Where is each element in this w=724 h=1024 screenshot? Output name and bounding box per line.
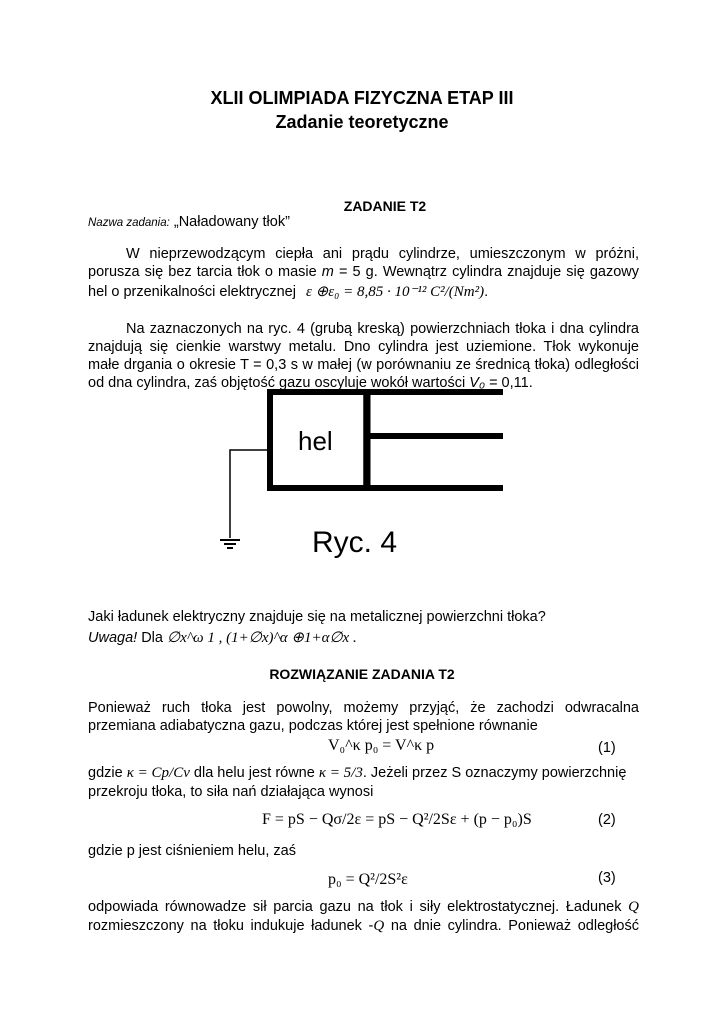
paragraph-2-line-2: znajdują się cienkie warstwy metalu. Dno cylindra jest uziemione. Tłok wykonuje: [88, 339, 639, 355]
paragraph-2-line-4: od dna cylindra, zaś objętość gazu oscyluje wokół wartości V₀ = 0,11.: [88, 375, 533, 391]
solution-line-2: przemiana adiabatyczna gazu, podczas której jest spełnione równanie: [88, 718, 538, 734]
paragraph-1-line-2: porusza się bez tarcia tłok o masie m = 5 g. Wewnątrz cylindra znajduje się gazowy: [88, 264, 639, 280]
equation-2-number: (2): [598, 812, 616, 828]
equation-3-number: (3): [598, 870, 616, 886]
paragraph-1-line-1: W nieprzewodzącym ciepła ani prądu cylindrze, umieszczonym w próżni,: [126, 246, 639, 262]
approximation-formula: ∅x^ω 1 , (1+∅x)^α ⊕1+α∅x .: [167, 630, 357, 646]
paragraph-2-line-1: Na zaznaczonych na ryc. 4 (grubą kreską) powierzchniach tłoka i dna cylindra: [126, 321, 639, 337]
task-name-label: Nazwa zadania:: [88, 217, 170, 229]
kappa-value: κ = 5/3: [318, 765, 363, 781]
paragraph-1-line-3: hel o przenikalności elektrycznej ε ⊕ε₀ = 8,85 · 10⁻¹² C²/(Nm²).: [88, 284, 489, 300]
equation-1: V₀^κ p₀ = V^κ p: [328, 737, 435, 754]
ground-wire: [230, 450, 267, 538]
question-text: Jaki ładunek elektryczny znajduje się na metalicznej powierzchni tłoka?: [88, 609, 546, 625]
document-subtitle: Zadanie teoretyczne: [275, 112, 449, 132]
solution-line-1: Ponieważ ruch tłoka jest powolny, możemy przyjąć, że zachodzi odwracalna: [88, 700, 639, 716]
permittivity-formula: ε ⊕ε₀ = 8,85 · 10⁻¹² C²/(Nm²): [305, 284, 485, 300]
equation-1-number: (1): [598, 740, 616, 756]
solution-line-5: gdzie p jest ciśnieniem helu, zaś: [88, 843, 296, 859]
solution-line-6: odpowiada równowadze sił parcia gazu na tłok i siły elektrostatycznej. Ładunek Q: [88, 899, 639, 915]
solution-line-7: rozmieszczony na tłoku indukuje ładunek -Q na dnie cylindra. Ponieważ odległość: [88, 918, 639, 934]
note-line: Uwaga! Dla ∅x^ω 1 , (1+∅x)^α ⊕1+α∅x .: [88, 630, 357, 646]
solution-line-3: gdzie κ = Cp/Cv dla helu jest równe κ = 5/3. Jeżeli przez S oznaczymy powierzchnię: [88, 765, 627, 781]
solution-heading: ROZWIĄZANIE ZADANIA T2: [269, 666, 455, 682]
note-label: Uwaga!: [88, 630, 138, 646]
paragraph-2-line-3: małe drgania o okresie T = 0,3 s w małej (w porównaniu ze średnicą tłoka) odległości: [88, 357, 639, 373]
document-title: XLII OLIMPIADA FIZYCZNA ETAP III: [210, 88, 514, 108]
task-name-line: [88, 213, 290, 232]
equation-3: p₀ = Q²/2S²ε: [328, 871, 408, 888]
task-name-value: „Naładowany tłok”: [173, 214, 290, 230]
figure-piston-cylinder: [0, 380, 724, 580]
figure-caption: Ryc. 4: [312, 526, 398, 559]
ground-icon: [220, 540, 240, 548]
equation-2: F = pS − Qσ/2ε = pS − Q²/2Sε + (p − p₀)S: [262, 811, 532, 828]
kappa-definition: κ = Cp/Cv: [126, 765, 190, 781]
figure-gas-label: hel: [298, 426, 333, 456]
task-heading: ZADANIE T2: [343, 198, 427, 214]
solution-line-4: przekroju tłoka, to siła nań działająca wynosi: [88, 784, 374, 800]
